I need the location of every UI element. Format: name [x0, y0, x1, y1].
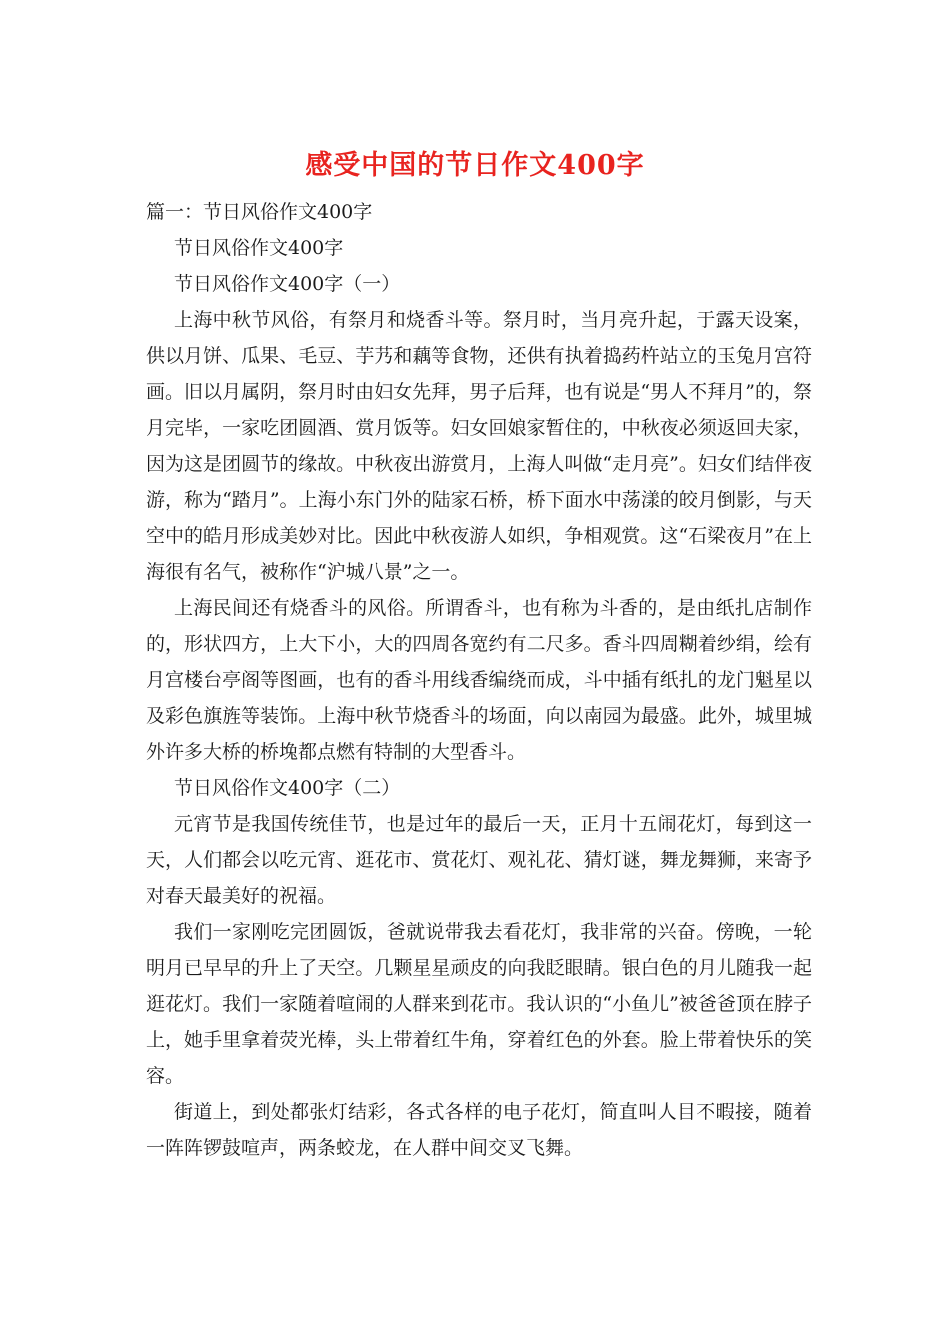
paragraph: 上海民间还有烧香斗的风俗。所谓香斗，也有称为斗香的，是由纸扎店制作的，形状四方，上大下小，大的四周各宽约有二尺多。香斗四周糊着纱绢，绘有月宫楼台亭阁等图画，也有的香斗用线香编绕而成，斗中插有纸扎的龙门魁星以及彩色旗旌等装饰。上海中秋节烧香斗的场面，向以南园为最盛。此外，城里城外许多大桥的桥堍都点燃有特制的大型香斗。 — [146, 597, 812, 763]
paragraph: 元宵节是我国传统佳节，也是过年的最后一天，正月十五闹花灯，每到这一天，人们都会以吃元宵、逛花市、赏花灯、观礼花、猜灯谜，舞龙舞狮，来寄予对春天最美好的祝福。 — [146, 813, 812, 907]
paragraph: 我们一家刚吃完团圆饭，爸就说带我去看花灯，我非常的兴奋。傍晚，一轮明月已早早的升上了天空。几颗星星顽皮的向我眨眼睛。银白色的月儿随我一起逛花灯。我们一家随着喧闹的人群来到花市。我认识的“小鱼儿”被爸爸顶在脖子上，她手里拿着荧光棒，头上带着红牛角，穿着红色的外套。脸上带着快乐的笑容。 — [146, 921, 812, 1087]
document-body — [146, 194, 812, 1166]
document-title: 感受中国的节日作文400字 — [305, 150, 645, 181]
subheading: 节日风俗作文400字 — [174, 237, 344, 259]
paragraph: 上海中秋节风俗，有祭月和烧香斗等。祭月时，当月亮升起，于露天设案，供以月饼、瓜果、毛豆、芋艿和藕等食物，还供有执着捣药杵站立的玉兔月宫符画。旧以月属阴，祭月时由妇女先拜，男子后拜，也有说是“男人不拜月”的，祭月完毕，一家吃团圆酒、赏月饭等。妇女回娘家暂住的，中秋夜必须返回夫家，因为这是团圆节的缘故。中秋夜出游赏月，上海人叫做“走月亮”。妇女们结伴夜游，称为“踏月”。上海小东门外的陆家石桥，桥下面水中荡漾的皎月倒影，与天空中的皓月形成美妙对比。因此中秋夜游人如织，争相观赏。这“石梁夜月”在上海很有名气，被称作“沪城八景”之一。 — [146, 309, 812, 583]
paragraph: 街道上，到处都张灯结彩，各式各样的电子花灯，简直叫人目不暇接，随着一阵阵锣鼓喧声，两条蛟龙，在人群中间交叉飞舞。 — [146, 1101, 812, 1159]
part1-heading: 节日风俗作文400字（一） — [174, 273, 401, 295]
part2-heading: 节日风俗作文400字（二） — [174, 777, 401, 799]
section-heading: 篇一：节日风俗作文400字 — [146, 201, 373, 223]
